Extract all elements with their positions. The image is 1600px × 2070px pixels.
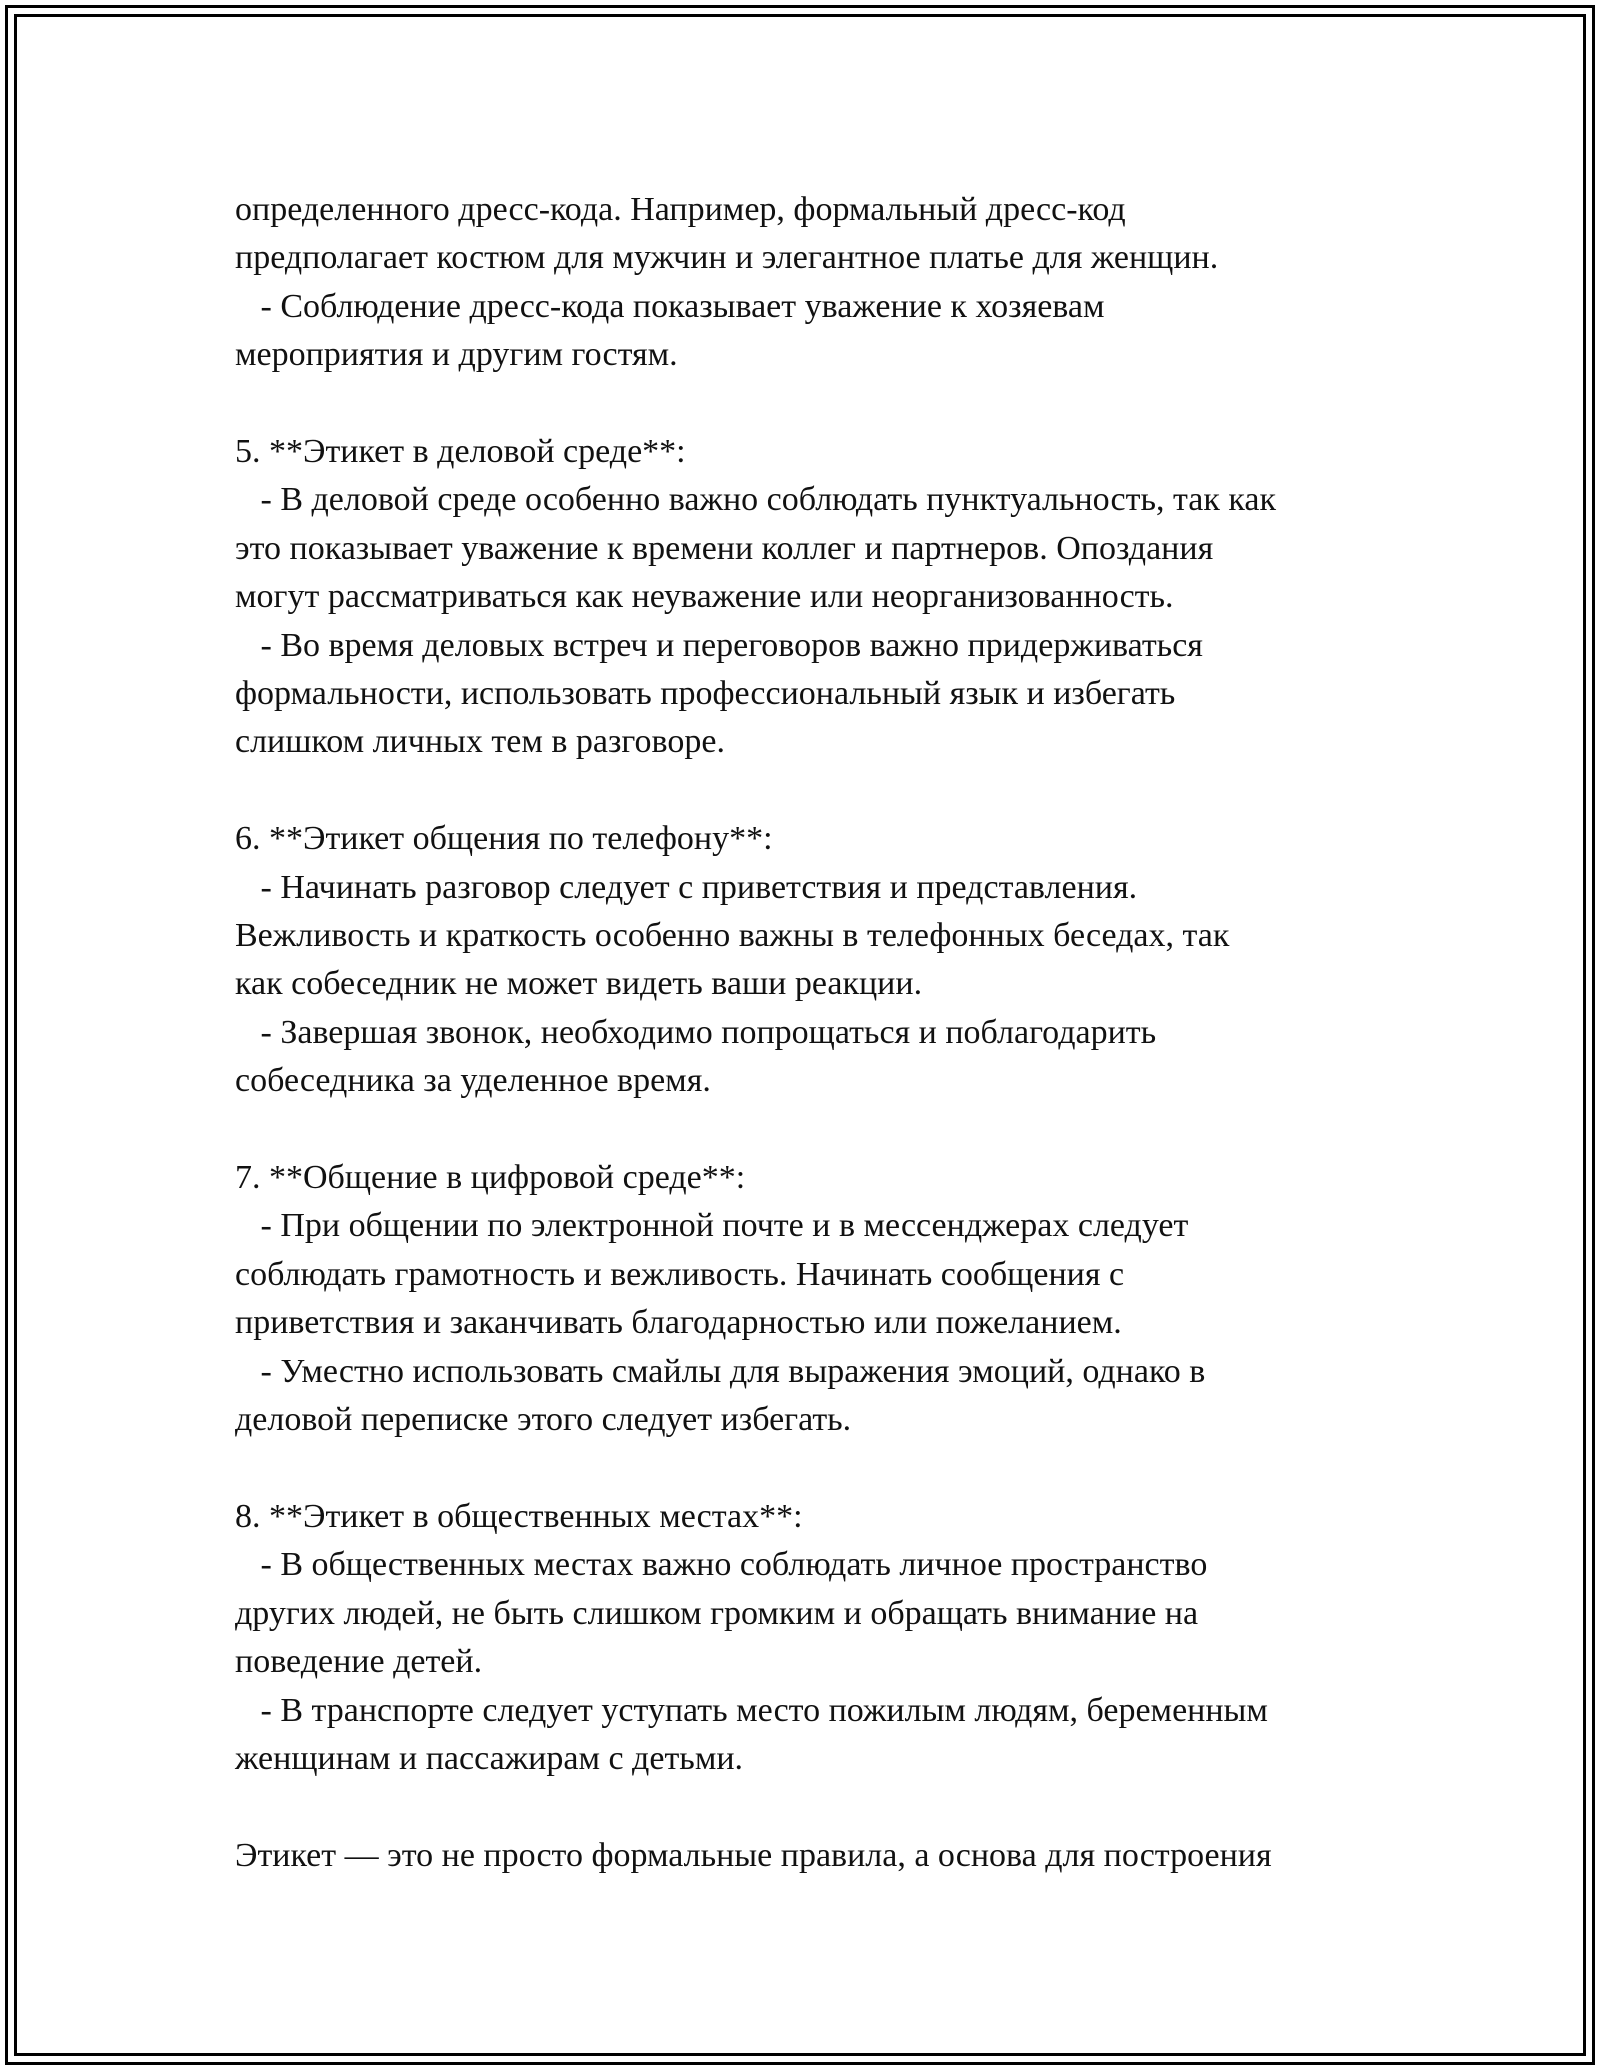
text-line: соблюдать грамотность и вежливость. Начинать сообщения с — [235, 1255, 1125, 1293]
text-line: Этикет — это не просто формальные правила, а основа для построения — [235, 1836, 1272, 1874]
text-line: других людей, не быть слишком громким и обращать внимание на — [235, 1594, 1199, 1632]
blank-line — [235, 1783, 1395, 1831]
blank-line — [235, 767, 1395, 815]
text-line: мероприятия и другим гостям. — [235, 336, 678, 374]
text-line: слишком личных тем в разговоре. — [235, 723, 725, 761]
blank-line — [235, 380, 1395, 428]
text-line: - Завершая звонок, необходимо попрощаться и поблагодарить — [235, 1013, 1157, 1051]
text-line: поведение детей. — [235, 1643, 483, 1681]
text-line: - При общении по электронной почте и в мессенджерах следует — [235, 1207, 1189, 1245]
document-body — [235, 186, 1395, 1880]
text-line: - В деловой среде особенно важно соблюдать пунктуальность, так как — [235, 481, 1276, 519]
text-line: - Соблюдение дресс-кода показывает уважение к хозяевам — [235, 287, 1105, 325]
section-heading: 8. **Этикет в общественных местах**: — [235, 1497, 803, 1535]
text-line: - Начинать разговор следует с приветствия и представления. — [235, 868, 1138, 906]
text-line: Вежливость и краткость особенно важны в телефонных беседах, так — [235, 917, 1230, 955]
text-line: - В транспорте следует уступать место пожилым людям, беременным — [235, 1691, 1268, 1729]
text-line: приветствия и заканчивать благодарностью или пожеланием. — [235, 1304, 1122, 1342]
text-line: деловой переписке этого следует избегать. — [235, 1401, 852, 1439]
blank-line — [235, 1445, 1395, 1493]
text-line: собеседника за уделенное время. — [235, 1062, 711, 1100]
text-line: это показывает уважение к времени коллег и партнеров. Опоздания — [235, 529, 1214, 567]
text-line: могут рассматриваться как неуважение или неорганизованность. — [235, 578, 1174, 616]
section-heading: 7. **Общение в цифровой среде**: — [235, 1159, 746, 1197]
text-line: формальности, использовать профессиональный язык и избегать — [235, 675, 1176, 713]
text-line: предполагает костюм для мужчин и элегантное платье для женщин. — [235, 239, 1219, 277]
text-line: женщинам и пассажирам с детьми. — [235, 1739, 744, 1777]
section-heading: 6. **Этикет общения по телефону**: — [235, 820, 773, 858]
text-line: - В общественных местах важно соблюдать личное пространство — [235, 1546, 1208, 1584]
text-line: как собеседник не может видеть ваши реакции. — [235, 965, 923, 1003]
text-line: - Уместно использовать смайлы для выражения эмоций, однако в — [235, 1352, 1206, 1390]
text-line: - Во время деловых встреч и переговоров важно придерживаться — [235, 626, 1203, 664]
blank-line — [235, 1106, 1395, 1154]
section-heading: 5. **Этикет в деловой среде**: — [235, 433, 686, 471]
text-line: определенного дресс-кода. Например, формальный дресс-код — [235, 191, 1126, 228]
